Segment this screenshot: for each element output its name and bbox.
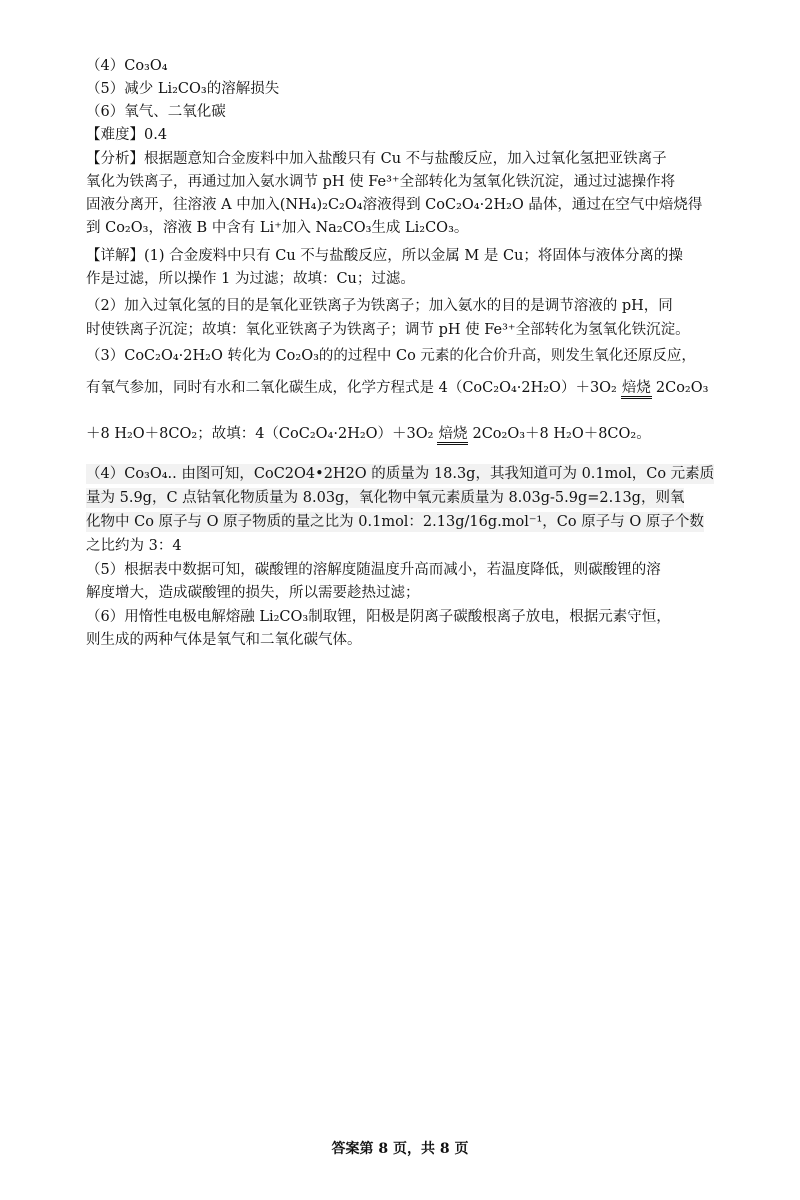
page-footer: 答案第 8 页，共 8 页 — [331, 1141, 469, 1157]
analysis-line-4: 到 Co₂O₃，溶液 B 中含有 Li⁺加入 Na₂CO₃生成 Li₂CO₃。 — [86, 220, 469, 236]
detail-line-8: 化物中 Co 原子与 O 原子物质的量之比为 0.1mol：2.13g/16g.mol⁻¹，Co 原子与 O 原子个数 — [86, 514, 704, 530]
detail-line-2: 作是过滤，所以操作 1 为过滤；故填：Cu；过滤。 — [86, 271, 415, 287]
equation-1-left: 有氧气参加，同时有水和二氧化碳生成，化学方程式是 4（CoC₂O₄·2H₂O）＋3O₂ — [86, 380, 617, 396]
equation-line-2 — [86, 424, 651, 445]
equation-line-1 — [86, 378, 708, 399]
detail-line-9: 之比约为 3：4 — [86, 538, 182, 554]
detail-line-1: 【详解】(1) 合金废料中只有 Cu 不与盐酸反应，所以金属 M 是 Cu；将固体与液体分离的操 — [86, 248, 683, 264]
equation-2-left: ＋8 H₂O＋8CO₂；故填：4（CoC₂O₄·2H₂O）＋3O₂ — [86, 426, 434, 442]
analysis-line-3: 固液分离开，往溶液 A 中加入(NH₄)₂C₂O₄溶液得到 CoC₂O₄·2H₂O 晶体，通过在空气中焙烧得 — [86, 197, 703, 213]
equation-1-right: 2Co₂O₃ — [655, 380, 709, 396]
detail-line-7: 量为 5.9g，C 点钴氧化物质量为 8.03g，氧化物中氧元素质量为 8.03g-5.9g=2.13g，则氧 — [86, 490, 685, 506]
detail-line-11: 解度增大，造成碳酸锂的损失，所以需要趁热过滤； — [86, 585, 420, 601]
condition-text-2: 焙烧 — [437, 426, 468, 445]
answer-5-line: （5）减少 Li₂CO₃的溶解损失 — [86, 81, 280, 97]
detail-line-5: （3）CoC₂O₄·2H₂O 转化为 Co₂O₃的的过程中 Co 元素的化合价升高，则发生氧化还原反应， — [86, 348, 696, 364]
answer-6-line: （6）氧气、二氧化碳 — [86, 104, 226, 120]
reaction-condition-1 — [621, 378, 652, 399]
equation-2-right: 2Co₂O₃＋8 H₂O＋8CO₂。 — [472, 426, 651, 442]
answer-4-line: （4）Co₃O₄ — [86, 58, 168, 74]
detail-line-3: （2）加入过氧化氢的目的是氧化亚铁离子为铁离子；加入氨水的目的是调节溶液的 pH，同 — [86, 298, 673, 314]
detail-line-10: （5）根据表中数据可知，碳酸锂的溶解度随温度升高而减小，若温度降低，则碳酸锂的溶 — [86, 562, 661, 578]
detail-line-13: 则生成的两种气体是氧气和二氧化碳气体。 — [86, 632, 362, 648]
detail-line-4: 时使铁离子沉淀；故填：氧化亚铁离子为铁离子；调节 pH 使 Fe³⁺全部转化为氢氧化铁沉淀。 — [86, 322, 690, 338]
detail-line-12: （6）用惰性电极电解熔融 Li₂CO₃制取锂，阳极是阴离子碳酸根离子放电，根据元素守恒， — [86, 609, 671, 625]
analysis-line-1: 【分析】根据题意知合金废料中加入盐酸只有 Cu 不与盐酸反应，加入过氧化氢把亚铁离子 — [86, 151, 667, 167]
condition-text-1: 焙烧 — [621, 380, 652, 399]
analysis-line-2: 氧化为铁离子，再通过加入氨水调节 pH 使 Fe³⁺全部转化为氢氧化铁沉淀，通过过滤操作将 — [86, 174, 676, 190]
difficulty-line: 【难度】0.4 — [86, 127, 168, 143]
detail-line-6: （4）Co₃O₄.. 由图可知，CoC2O4•2H2O 的质量为 18.3g，其我知道可为 0.1mol，Co 元素质 — [86, 466, 715, 482]
reaction-condition-2 — [437, 424, 468, 445]
